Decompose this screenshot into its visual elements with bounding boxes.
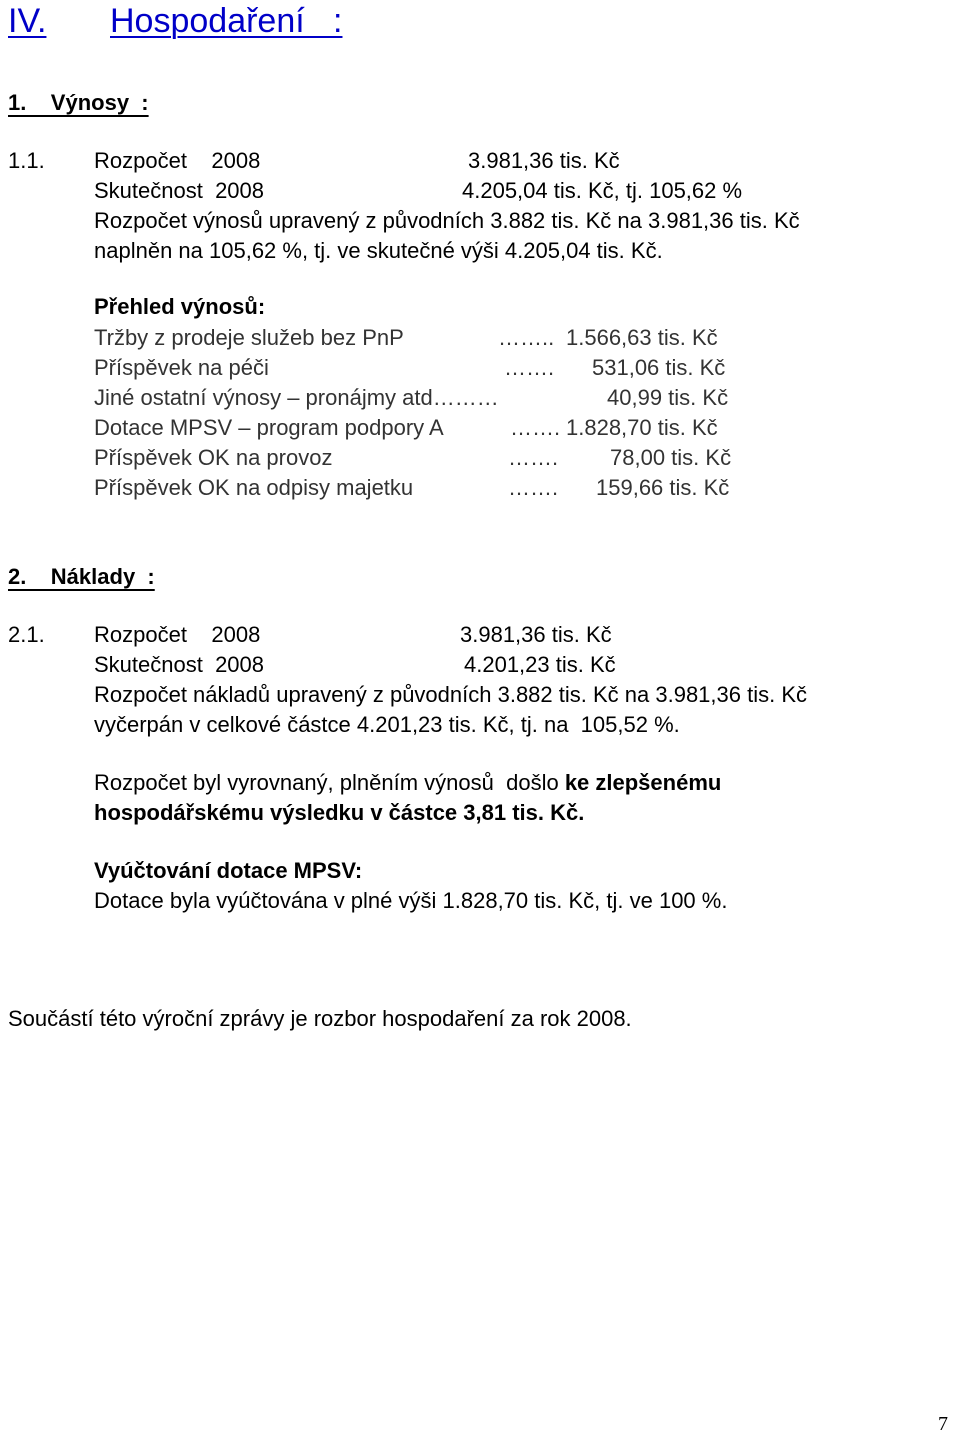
revenue-item-value: 1.828,70 tis. Kč bbox=[566, 415, 718, 440]
revenue-item-label: Jiné ostatní výnosy – pronájmy atd……… bbox=[94, 385, 499, 410]
revenue-item-value: 1.566,63 tis. Kč bbox=[566, 325, 718, 350]
result-emphasis-line: hospodářskému výsledku v částce 3,81 tis. Kč. bbox=[94, 800, 585, 825]
revenue-note-line: naplněn na 105,62 %, tj. ve skutečné výši 4.205,04 tis. Kč. bbox=[94, 238, 663, 263]
revenue-item-dots: ……. bbox=[504, 355, 555, 380]
budget-value: 3.981,36 tis. Kč bbox=[460, 622, 612, 647]
revenue-item-value: 159,66 tis. Kč bbox=[596, 475, 730, 500]
section-heading-revenue: 1. Výnosy : bbox=[8, 90, 149, 115]
section-heading-costs: 2. Náklady : bbox=[8, 564, 155, 589]
actual-label: Skutečnost 2008 bbox=[94, 652, 265, 677]
revenue-item-dots: …….. bbox=[498, 325, 555, 350]
actual-value: 4.201,23 tis. Kč bbox=[464, 652, 616, 677]
revenue-item-dots: ……. bbox=[510, 415, 561, 440]
revenue-item-value: 78,00 tis. Kč bbox=[610, 445, 732, 470]
chapter-title: Hospodaření : bbox=[110, 2, 343, 40]
revenue-overview-title: Přehled výnosů: bbox=[94, 294, 266, 319]
revenue-item-label: Příspěvek OK na odpisy majetku bbox=[94, 475, 414, 500]
grant-settlement-title: Vyúčtování dotace MPSV: bbox=[94, 858, 363, 883]
revenue-item-dots: ……. bbox=[508, 475, 559, 500]
revenue-item-value: 531,06 tis. Kč bbox=[592, 355, 726, 380]
footer-note: Součástí této výroční zprávy je rozbor hospodaření za rok 2008. bbox=[8, 1006, 632, 1031]
chapter-number: IV. bbox=[8, 2, 47, 40]
revenue-note-line: Rozpočet výnosů upravený z původních 3.882 tis. Kč na 3.981,36 tis. Kč bbox=[94, 208, 800, 233]
budget-label: Rozpočet 2008 bbox=[94, 622, 261, 647]
revenue-item-dots: ……. bbox=[508, 445, 559, 470]
actual-value: 4.205,04 tis. Kč, tj. 105,62 % bbox=[462, 178, 743, 203]
revenue-item-label: Dotace MPSV – program podpory A bbox=[94, 415, 444, 440]
page-number: 7 bbox=[938, 1413, 948, 1435]
subsection-number: 2.1. bbox=[8, 622, 45, 647]
revenue-item-value: 40,99 tis. Kč bbox=[607, 385, 729, 410]
budget-value: 3.981,36 tis. Kč bbox=[468, 148, 620, 173]
revenue-item-label: Příspěvek na péči bbox=[94, 355, 269, 380]
result-line bbox=[94, 772, 721, 794]
subsection-number: 1.1. bbox=[8, 148, 45, 173]
costs-note-line: vyčerpán v celkové částce 4.201,23 tis. Kč, tj. na 105,52 %. bbox=[94, 712, 680, 737]
revenue-item-label: Příspěvek OK na provoz bbox=[94, 445, 333, 470]
budget-label: Rozpočet 2008 bbox=[94, 148, 261, 173]
revenue-item-label: Tržby z prodeje služeb bez PnP bbox=[94, 325, 404, 350]
result-text: Rozpočet byl vyrovnaný, plněním výnosů došlo bbox=[94, 770, 565, 795]
costs-note-line: Rozpočet nákladů upravený z původních 3.882 tis. Kč na 3.981,36 tis. Kč bbox=[94, 682, 808, 707]
grant-settlement-text: Dotace byla vyúčtována v plné výši 1.828,70 tis. Kč, tj. ve 100 %. bbox=[94, 888, 728, 913]
actual-label: Skutečnost 2008 bbox=[94, 178, 265, 203]
result-emphasis: ke zlepšenému bbox=[564, 770, 722, 795]
